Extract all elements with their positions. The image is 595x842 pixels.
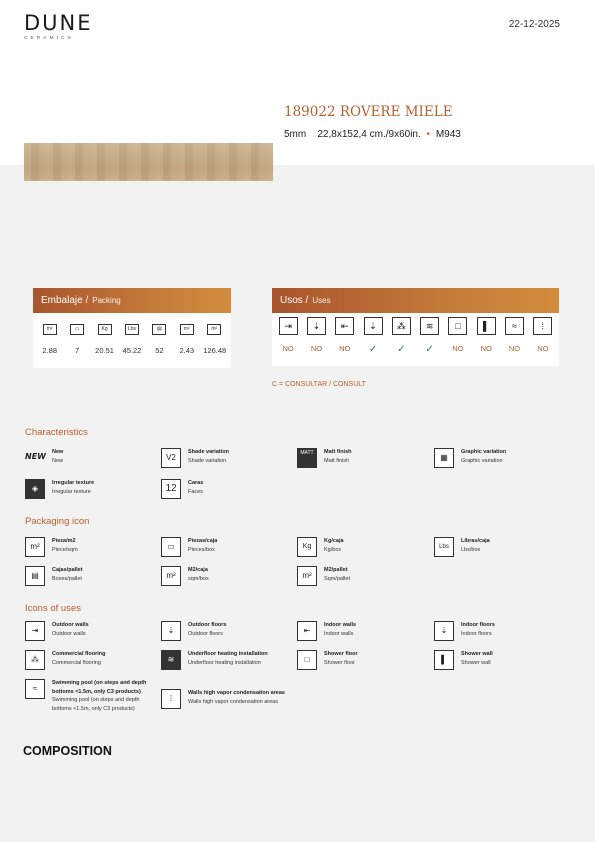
characteristic-item: [434, 448, 574, 468]
item-label: Swimming pool (on steps and depth bottoms <1.5m, only C3 products): [52, 680, 147, 695]
uses-panel: [272, 288, 559, 366]
document-date: 22-12-2025: [508, 19, 560, 30]
packaging-item: [297, 537, 437, 557]
product-model: M943: [435, 129, 461, 140]
boxes-per-pallet-icon: ▤: [25, 566, 45, 586]
uses-header: [272, 288, 559, 313]
item-label: Piezas/caja: [188, 538, 218, 544]
item-label: Shower floor: [324, 651, 358, 657]
consult-note: C = CONSULTAR / CONSULT: [272, 381, 366, 388]
shower-floor-icon: □: [297, 650, 317, 670]
spec-separator: •: [426, 129, 431, 140]
faces-icon: 12: [161, 479, 181, 499]
item-label: M2/caja: [188, 567, 208, 573]
matt-finish-icon: MATT: [297, 448, 317, 468]
shower-wall-icon: ▌: [477, 317, 496, 335]
m2-per-piece-icon: m²: [41, 319, 58, 335]
use-value: NO: [537, 344, 549, 353]
product-thickness: 5mm: [284, 129, 307, 140]
item-label-en: Underfloor heating installation: [188, 659, 261, 666]
characteristic-item: [297, 448, 437, 468]
item-label: M2/pallet: [324, 567, 348, 573]
use-value: NO: [282, 344, 294, 353]
pieces-per-box-icon: ▭: [161, 537, 181, 557]
indoor-walls-icon: ⇤: [297, 621, 317, 641]
brand-name: DUNE: [24, 11, 93, 35]
packaging-item: [25, 537, 165, 557]
item-label-en: New: [52, 457, 64, 464]
packaging-item: [161, 537, 301, 557]
underfloor-heating-icon: ≋: [420, 317, 439, 335]
packing-value: 7: [75, 346, 80, 355]
use-item: [25, 679, 160, 713]
item-label-en: Pieces/box: [188, 546, 215, 553]
use-value: ✓: [368, 344, 378, 355]
item-label-en: Shower floor: [324, 659, 355, 666]
use-item: [297, 650, 437, 670]
commercial-flooring-icon: ⁂: [392, 317, 411, 335]
item-label-en: Lbs/box: [461, 546, 481, 553]
item-label-en: Commercial flooring: [52, 659, 101, 666]
item-label: Graphic variation: [461, 449, 507, 455]
swimming-pool-icon: ≈: [505, 317, 524, 335]
characteristics-title: Characteristics: [25, 427, 88, 438]
characteristic-item: [25, 479, 165, 499]
m2-per-pallet-icon: m²: [297, 566, 317, 586]
indoor-floors-icon: ⇣: [434, 621, 454, 641]
packing-title-en: Packing: [92, 296, 121, 305]
packaging-item: [25, 566, 165, 586]
new-icon: NEW: [25, 452, 46, 461]
item-label-en: Indoor floors: [461, 630, 492, 637]
pieces-per-box-icon: ▭: [69, 319, 86, 335]
use-item: [297, 621, 437, 641]
item-label: Matt finish: [324, 449, 352, 455]
item-label: Outdoor floors: [188, 622, 227, 628]
packing-value: 2.43: [179, 346, 195, 355]
item-label: Walls high vapor condensation areas: [188, 690, 285, 696]
outdoor-floors-icon: ⇣: [161, 621, 181, 641]
characteristic-item: [25, 448, 165, 468]
item-label: Kg/caja: [324, 538, 344, 544]
condensation-areas-icon: ⁞: [161, 689, 181, 709]
icons-of-uses-title: Icons of uses: [25, 603, 81, 614]
item-label: Indoor walls: [324, 622, 357, 628]
use-item: [434, 621, 574, 641]
kg-per-box-icon: Kg: [96, 319, 113, 335]
outdoor-walls-icon: ⇥: [25, 621, 45, 641]
packaging-item: [434, 537, 574, 557]
item-label-en: sqm/box: [188, 575, 209, 582]
item-label-en: Shower wall: [461, 659, 491, 666]
item-label: Libras/caja: [461, 538, 490, 544]
item-label-en: Boxes/pallet: [52, 575, 82, 582]
brand-tagline: CERAMICS: [24, 35, 74, 40]
item-label-en: Outdoor floors: [188, 630, 223, 637]
item-label: Underfloor heating installation: [188, 651, 268, 657]
use-item: [161, 650, 301, 670]
packaging-item: [297, 566, 437, 586]
item-label-en: Kg/box: [324, 546, 342, 553]
product-size: 22,8x152,4 cm./9x60in.: [317, 129, 421, 140]
characteristic-item: [161, 448, 301, 468]
lbs-per-box-icon: Lbs: [123, 319, 140, 335]
uses-values: [272, 335, 559, 355]
item-label-en: Walls high vapor condensation areas: [188, 698, 278, 705]
uses-title-en: Uses: [312, 296, 331, 305]
item-label: Commercial flooring: [52, 651, 106, 657]
item-label: Cajas/pallet: [52, 567, 83, 573]
use-item: [161, 689, 331, 709]
underfloor-heating-icon: ≋: [161, 650, 181, 670]
packing-header: [33, 288, 231, 313]
use-value: NO: [508, 344, 521, 353]
irregular-texture-icon: ◈: [25, 479, 45, 499]
lbs-per-box-icon: Lbs: [434, 537, 454, 557]
m2-per-box-icon: m²: [178, 319, 195, 335]
use-item: [25, 650, 165, 670]
outdoor-walls-icon: ⇥: [279, 317, 298, 335]
item-label: Caras: [188, 480, 204, 486]
shower-wall-icon: ▌: [434, 650, 454, 670]
swimming-pool-icon: ≈: [25, 679, 45, 699]
packing-value: 45.22: [122, 346, 142, 355]
packing-values: [33, 335, 231, 355]
use-value: ✓: [425, 344, 434, 355]
item-label-en: Shade variation: [188, 457, 227, 464]
packaging-item: [161, 566, 301, 586]
item-label: New: [52, 449, 64, 455]
packing-icons: [33, 313, 231, 335]
m2-per-pallet-icon: m²: [206, 319, 223, 335]
boxes-per-pallet-icon: ▤: [151, 319, 168, 335]
packing-value: 126.48: [203, 346, 227, 355]
characteristic-item: [161, 479, 301, 499]
item-label-en: Sqm/pallet: [324, 575, 350, 582]
use-item: [25, 621, 165, 641]
use-item: [161, 621, 301, 641]
item-label-en: Indoor walls: [324, 630, 354, 637]
use-value: NO: [310, 344, 323, 353]
indoor-floors-icon: ⇣: [364, 317, 383, 335]
condensation-areas-icon: ⁞: [533, 317, 552, 335]
item-label-en: Piece/sqm: [52, 546, 78, 553]
item-label-en: Outdoor walls: [52, 630, 86, 637]
item-label: Irregular texture: [52, 480, 95, 486]
graphic-variation-icon: ▦: [434, 448, 454, 468]
brand-logo: [24, 12, 93, 40]
item-label-en: Faces: [188, 488, 203, 495]
use-value: NO: [339, 344, 351, 353]
outdoor-floors-icon: ⇣: [307, 317, 326, 335]
m2-per-box-icon: m²: [161, 566, 181, 586]
packing-value: 52: [155, 346, 164, 355]
shade-variation-icon: V2: [161, 448, 181, 468]
composition-title: COMPOSITION: [23, 744, 112, 758]
item-label-en: Graphic variation: [461, 457, 503, 464]
item-label-en: Swimming pool (on steps and depth bottoms <1.5m, only C3 products): [52, 697, 140, 712]
item-label: Outdoor walls: [52, 622, 89, 628]
packing-value: 2.88: [42, 346, 57, 355]
use-value: NO: [480, 344, 492, 353]
product-image: [24, 143, 273, 181]
indoor-walls-icon: ⇤: [335, 317, 354, 335]
item-label: Shower wall: [461, 651, 493, 657]
item-label-en: Irregular texture: [52, 488, 91, 495]
packing-title: Embalaje /: [41, 295, 89, 306]
item-label-en: Matt finish: [324, 457, 350, 464]
product-title: 189022 ROVERE MIELE: [284, 104, 453, 120]
uses-icons: [272, 313, 559, 335]
item-label: Pieza/m2: [52, 538, 76, 544]
m2-per-piece-icon: m²: [25, 537, 45, 557]
commercial-flooring-icon: ⁂: [25, 650, 45, 670]
uses-title: Usos /: [280, 295, 309, 306]
item-label: Indoor floors: [461, 622, 495, 628]
packaging-icon-title: Packaging icon: [25, 516, 90, 527]
item-label: Shade variation: [188, 449, 229, 455]
use-item: [434, 650, 574, 670]
shower-floor-icon: □: [448, 317, 467, 335]
use-value: NO: [452, 344, 464, 353]
packing-panel: [33, 288, 231, 368]
use-value: ✓: [397, 344, 406, 355]
kg-per-box-icon: Kg: [297, 537, 317, 557]
product-specs: [284, 129, 461, 140]
packing-value: 20.51: [95, 346, 114, 355]
